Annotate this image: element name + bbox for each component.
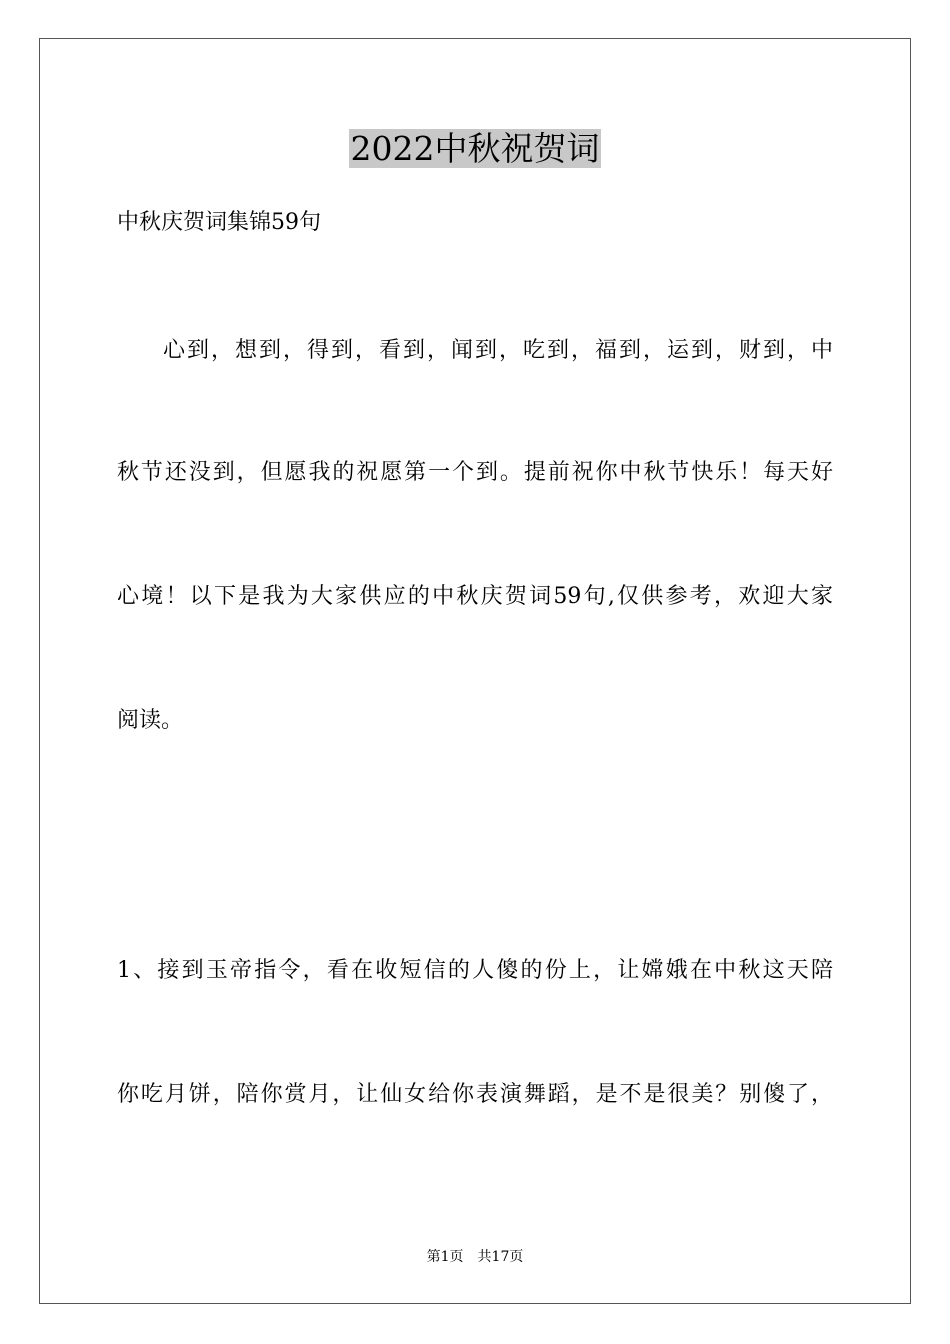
paragraph-line-4: 阅读。	[117, 708, 184, 733]
paragraph-line-3: 心境！以下是我为大家供应的中秋庆贺词59句,仅供参考，欢迎大家	[117, 584, 833, 609]
page-number-footer: 第1页 共17页	[426, 1249, 524, 1265]
paragraph-line-2: 秋节还没到，但愿我的祝愿第一个到。提前祝你中秋节快乐！每天好	[117, 460, 833, 485]
document-subtitle: 中秋庆贺词集锦59句	[117, 210, 321, 235]
document-title	[0, 128, 950, 170]
paragraph-line-1: 心到，想到，得到，看到，闻到，吃到，福到，运到，财到，中	[163, 338, 833, 363]
document-title-text: 2022中秋祝贺词	[350, 129, 600, 168]
list-item-line-2: 你吃月饼，陪你赏月，让仙女给你表演舞蹈，是不是很美？别傻了，	[117, 1082, 833, 1107]
list-item-line-1: 1、接到玉帝指令，看在收短信的人傻的份上，让嫦娥在中秋这天陪	[117, 958, 833, 983]
